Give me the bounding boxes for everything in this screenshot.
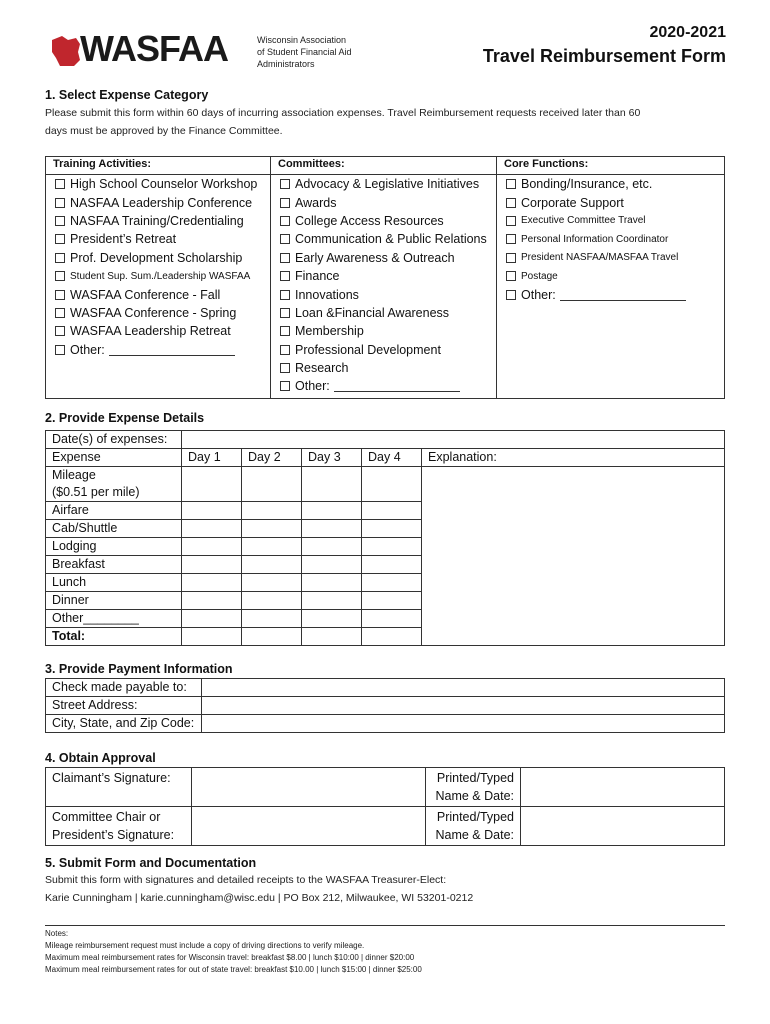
section-2-title: 2. Provide Expense Details (45, 411, 205, 425)
checkbox-item[interactable]: Corporate Support (506, 193, 718, 211)
checkbox[interactable] (55, 290, 65, 300)
chair-signature-label: Committee Chair or President’s Signature: (46, 807, 192, 846)
expense-cell[interactable] (182, 467, 242, 502)
expense-cell[interactable] (362, 520, 422, 538)
checkbox-item[interactable]: WASFAA Conference - Fall (55, 285, 264, 303)
expense-details-table (45, 430, 725, 646)
checkbox[interactable] (55, 198, 65, 208)
expense-cell[interactable] (362, 556, 422, 574)
expense-cell[interactable] (182, 502, 242, 520)
checkbox-item[interactable]: Postage (506, 267, 718, 285)
checkbox[interactable] (55, 253, 65, 263)
explanation-input[interactable] (422, 467, 725, 646)
checkbox-item[interactable]: Loan &Financial Awareness (280, 304, 490, 322)
expense-row-label: Cab/Shuttle (46, 520, 182, 538)
expense-cell[interactable] (302, 556, 362, 574)
committees-list (271, 175, 497, 399)
payable-to-input[interactable] (202, 679, 725, 697)
checkbox[interactable] (506, 198, 516, 208)
notes-divider (45, 925, 725, 926)
checkbox[interactable] (55, 345, 65, 355)
expense-row-label: Airfare (46, 502, 182, 520)
form-title: Travel Reimbursement Form (482, 46, 726, 66)
expense-cell[interactable] (182, 538, 242, 556)
day-3-header: Day 3 (302, 449, 362, 467)
approval-table (45, 767, 725, 846)
expense-cell[interactable] (362, 592, 422, 610)
checkbox[interactable] (506, 253, 516, 263)
wasfaa-logo (50, 28, 352, 72)
checkbox-item[interactable]: Professional Development (280, 341, 490, 359)
checkbox-item-other[interactable]: Other: (55, 341, 264, 359)
training-activities-header: Training Activities: (46, 157, 271, 175)
total-cell[interactable] (182, 628, 242, 646)
city-state-zip-label: City, State, and Zip Code: (46, 715, 202, 733)
checkbox[interactable] (55, 216, 65, 226)
expense-cell[interactable] (182, 556, 242, 574)
section-1-title: 1. Select Expense Category (45, 88, 209, 102)
street-address-input[interactable] (202, 697, 725, 715)
checkbox-item[interactable]: Bonding/Insurance, etc. (506, 175, 718, 193)
chair-signature-input[interactable] (192, 807, 426, 846)
checkbox-item[interactable]: NASFAA Leadership Conference (55, 193, 264, 211)
committees-header: Committees: (271, 157, 497, 175)
payment-info-table (45, 678, 725, 733)
checkbox[interactable] (55, 234, 65, 244)
expense-cell[interactable] (182, 520, 242, 538)
other-blank-field[interactable] (334, 380, 460, 392)
expense-row-label: Lunch (46, 574, 182, 592)
expense-cell[interactable] (242, 556, 302, 574)
checkbox-item[interactable]: President NASFAA/MASFAA Travel (506, 249, 718, 267)
total-cell[interactable] (302, 628, 362, 646)
expense-cell[interactable] (302, 520, 362, 538)
expense-column-header: Expense (46, 449, 182, 467)
expense-cell[interactable] (242, 520, 302, 538)
dates-label: Date(s) of expenses: (46, 431, 182, 449)
expense-cell[interactable] (302, 610, 362, 628)
checkbox[interactable] (280, 326, 290, 336)
checkbox[interactable] (280, 363, 290, 373)
expense-cell[interactable] (242, 538, 302, 556)
checkbox-item[interactable]: Advocacy & Legislative Initiatives (280, 175, 490, 193)
day-4-header: Day 4 (362, 449, 422, 467)
checkbox[interactable] (55, 326, 65, 336)
checkbox-item[interactable]: President’s Retreat (55, 230, 264, 248)
expense-cell[interactable] (362, 574, 422, 592)
expense-cell[interactable] (302, 467, 362, 502)
checkbox[interactable] (506, 234, 516, 244)
total-cell[interactable] (242, 628, 302, 646)
expense-cell[interactable] (242, 467, 302, 502)
checkbox-item-other[interactable]: Other: (506, 285, 718, 303)
checkbox[interactable] (280, 216, 290, 226)
chair-printed-name-input[interactable] (521, 807, 725, 846)
checkbox-item[interactable]: WASFAA Conference - Spring (55, 304, 264, 322)
checkbox[interactable] (280, 290, 290, 300)
day-2-header: Day 2 (242, 449, 302, 467)
checkbox-item-other[interactable]: Other: (280, 377, 490, 395)
checkbox[interactable] (506, 290, 516, 300)
expense-cell[interactable] (242, 574, 302, 592)
checkbox[interactable] (280, 234, 290, 244)
city-state-zip-input[interactable] (202, 715, 725, 733)
checkbox-item[interactable]: Communication & Public Relations (280, 230, 490, 248)
expense-cell[interactable] (242, 592, 302, 610)
printed-name-date-label: Printed/Typed Name & Date: (426, 807, 521, 846)
notes: Notes: Mileage reimbursement request must include a copy of driving directions to verify mileage. Maximum meal reimbursement rates for Wisconsin travel: breakfast $8.00 | lunch $10:00 | dinner $20:00 Maximum meal reimbursement rates for out of state travel: breakfast $10.00 | lunch $15:00 | dinner $25:00 (45, 929, 422, 974)
expense-cell[interactable] (362, 502, 422, 520)
day-1-header: Day 1 (182, 449, 242, 467)
checkbox[interactable] (280, 253, 290, 263)
checkbox[interactable] (506, 271, 516, 281)
checkbox-item[interactable]: Membership (280, 322, 490, 340)
checkbox-item[interactable]: Early Awareness & Outreach (280, 249, 490, 267)
checkbox[interactable] (55, 308, 65, 318)
checkbox-item[interactable]: High School Counselor Workshop (55, 175, 264, 193)
claimant-signature-input[interactable] (192, 768, 426, 807)
street-address-label: Street Address: (46, 697, 202, 715)
checkbox-item[interactable]: Personal Information Coordinator (506, 230, 718, 248)
expense-cell[interactable] (242, 610, 302, 628)
checkbox[interactable] (506, 216, 516, 226)
section-5-title: 5. Submit Form and Documentation (45, 856, 257, 870)
checkbox[interactable] (280, 179, 290, 189)
expense-row-label: Breakfast (46, 556, 182, 574)
expense-cell[interactable] (362, 610, 422, 628)
core-functions-list (497, 175, 725, 399)
section-5-instructions: Submit this form with signatures and detailed receipts to the WASFAA Treasurer-Elect: Karie Cunningham | karie.cunningham@wisc.edu | PO Box 212, Milwaukee, WI 53201-0212 (45, 874, 474, 904)
logo-wordmark: WASFAA (80, 28, 229, 69)
checkbox-item[interactable]: Prof. Development Scholarship (55, 249, 264, 267)
form-year: 2020-2021 (649, 24, 726, 41)
checkbox-item[interactable]: Finance (280, 267, 490, 285)
training-activities-list (46, 175, 271, 399)
expense-cell[interactable] (302, 592, 362, 610)
total-row-label: Total: (46, 628, 182, 646)
checkbox-item[interactable]: Student Sup. Sum./Leadership WASFAA (55, 267, 264, 285)
expense-row-label: Dinner (46, 592, 182, 610)
other-blank-field[interactable] (109, 344, 235, 356)
expense-cell[interactable] (302, 538, 362, 556)
expense-cell[interactable] (302, 502, 362, 520)
checkbox-item[interactable]: College Access Resources (280, 212, 490, 230)
checkbox[interactable] (280, 345, 290, 355)
form-header (46, 24, 726, 80)
checkbox[interactable] (280, 198, 290, 208)
expense-cell[interactable] (362, 467, 422, 502)
checkbox-item[interactable]: Awards (280, 193, 490, 211)
checkbox[interactable] (280, 308, 290, 318)
expense-cell[interactable] (182, 592, 242, 610)
core-functions-header: Core Functions: (497, 157, 725, 175)
claimant-signature-label: Claimant’s Signature: (46, 768, 192, 807)
section-1-instructions: Please submit this form within 60 days of incurring association expenses. Travel Reimbursement requests received later than 60 days must be approved by the Finance Committee. (45, 107, 641, 137)
checkbox[interactable] (280, 381, 290, 391)
logo-subtitle: Wisconsin Association of Student Financial Aid Administrators (257, 35, 352, 69)
expense-cell[interactable] (362, 538, 422, 556)
expense-category-table (45, 156, 725, 399)
checkbox[interactable] (55, 271, 65, 281)
checkbox-item[interactable]: NASFAA Training/Credentialing (55, 212, 264, 230)
dates-input[interactable] (182, 431, 725, 449)
printed-name-date-label: Printed/Typed Name & Date: (426, 768, 521, 807)
expense-cell[interactable] (302, 574, 362, 592)
checkbox-item[interactable]: Executive Committee Travel (506, 212, 718, 230)
payable-to-label: Check made payable to: (46, 679, 202, 697)
expense-row-label: Lodging (46, 538, 182, 556)
expense-cell[interactable] (182, 610, 242, 628)
checkbox-item[interactable]: Innovations (280, 285, 490, 303)
checkbox-item[interactable]: Research (280, 359, 490, 377)
expense-row-label: Other________ (46, 610, 182, 628)
expense-cell[interactable] (182, 574, 242, 592)
mileage-label: Mileage ($0.51 per mile) (46, 467, 182, 502)
explanation-header: Explanation: (422, 449, 725, 467)
expense-cell[interactable] (242, 502, 302, 520)
section-4-title: 4. Obtain Approval (45, 751, 156, 765)
section-3-title: 3. Provide Payment Information (45, 662, 233, 676)
total-cell[interactable] (362, 628, 422, 646)
claimant-printed-name-input[interactable] (521, 768, 725, 807)
checkbox[interactable] (280, 271, 290, 281)
checkbox-item[interactable]: WASFAA Leadership Retreat (55, 322, 264, 340)
other-blank-field[interactable] (560, 289, 686, 301)
checkbox[interactable] (55, 179, 65, 189)
checkbox[interactable] (506, 179, 516, 189)
